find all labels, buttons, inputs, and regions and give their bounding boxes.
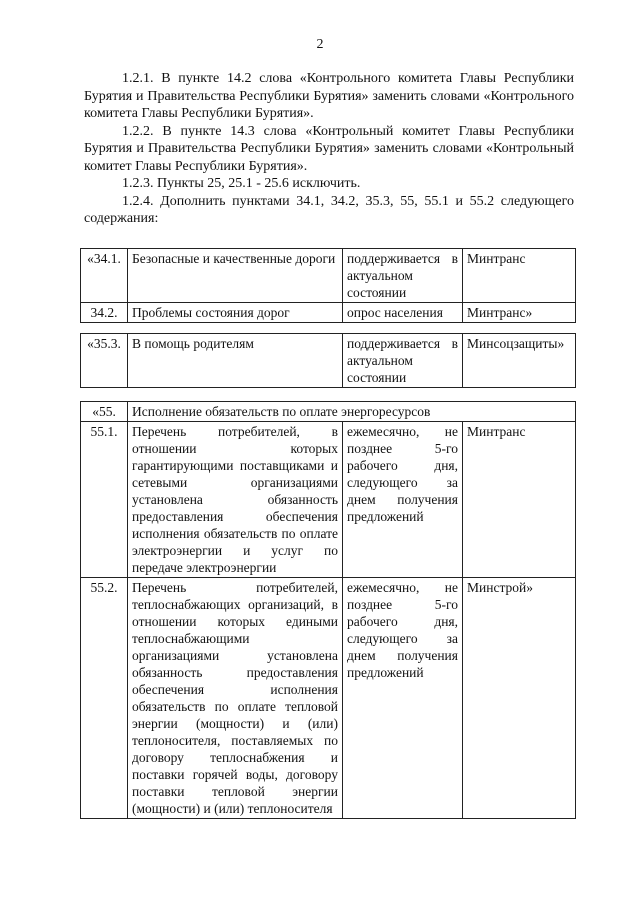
page-number: 2 — [316, 37, 324, 52]
row-number: 55.2. — [81, 578, 128, 819]
table-row — [81, 303, 576, 323]
table-parents — [80, 333, 576, 388]
row-org: Минстрой» — [463, 578, 576, 819]
section-title: Исполнение обязательств по оплате энергоресурсов — [128, 402, 576, 422]
row-name: Проблемы состояния дорог — [128, 303, 343, 323]
row-source: поддерживается в актуальном состоянии — [343, 334, 463, 388]
row-source: ежемесячно, не позднее 5-го рабочего дня, следующего за днем получения предложений — [343, 422, 463, 578]
paragraph: 1.2.2. В пункте 14.3 слова «Контрольный комитет Главы Республики Бурятия и Правительства Республики Бурятия» заменить словами «Контрольный комитет Главы Республики Бурятия». — [84, 123, 574, 174]
table-row — [81, 249, 576, 303]
table-energy — [80, 401, 576, 819]
body-text — [84, 70, 574, 228]
row-name: В помощь родителям — [128, 334, 343, 388]
table-row — [81, 334, 576, 388]
row-name: Перечень потребителей, в отношении которых гарантирующими поставщиками и сетевыми организациями установлена обязанность предоставления обеспечения исполнения обязательств по оплате электроэнергии и услуг по передаче электроэнергии — [128, 422, 343, 578]
row-number: 55.1. — [81, 422, 128, 578]
paragraph: 1.2.1. В пункте 14.2 слова «Контрольного комитета Главы Республики Бурятия и Правительства Республики Бурятия» заменить словами «Контрольного комитета Главы Республики Бурятия». — [84, 71, 574, 121]
table-row-header — [81, 402, 576, 422]
row-number: «35.3. — [81, 334, 128, 388]
table-row — [81, 422, 576, 578]
row-number: «55. — [81, 402, 128, 422]
row-source: ежемесячно, не позднее 5-го рабочего дня, следующего за днем получения предложений — [343, 578, 463, 819]
paragraph: 1.2.4. Дополнить пунктами 34.1, 34.2, 35.3, 55, 55.1 и 55.2 следующего содержания: — [84, 193, 574, 226]
row-number: «34.1. — [81, 249, 128, 303]
row-org: Минтранс — [463, 422, 576, 578]
row-org: Минтранс — [463, 249, 576, 303]
row-number: 34.2. — [81, 303, 128, 323]
row-source: поддерживается в актуальном состоянии — [343, 249, 463, 303]
row-org: Минтранс» — [463, 303, 576, 323]
table-row — [81, 578, 576, 819]
row-org: Минсоцзащиты» — [463, 334, 576, 388]
paragraph: 1.2.3. Пункты 25, 25.1 - 25.6 исключить. — [122, 176, 361, 191]
row-name: Безопасные и качественные дороги — [128, 249, 343, 303]
table-roads — [80, 248, 576, 323]
row-name: Перечень потребителей, теплоснабжающих организаций, в отношении которых едиными теплоснабжающими организациями установлена обязанность предоставления обеспечения исполнения обязательств по оплате тепловой энергии (мощности) и (или) теплоносителя, поставляемых по договору теплоснабжения и поставки горячей воды, договору поставки тепловой энергии (мощности) и (или) теплоносителя — [128, 578, 343, 819]
row-source: опрос населения — [343, 303, 463, 323]
